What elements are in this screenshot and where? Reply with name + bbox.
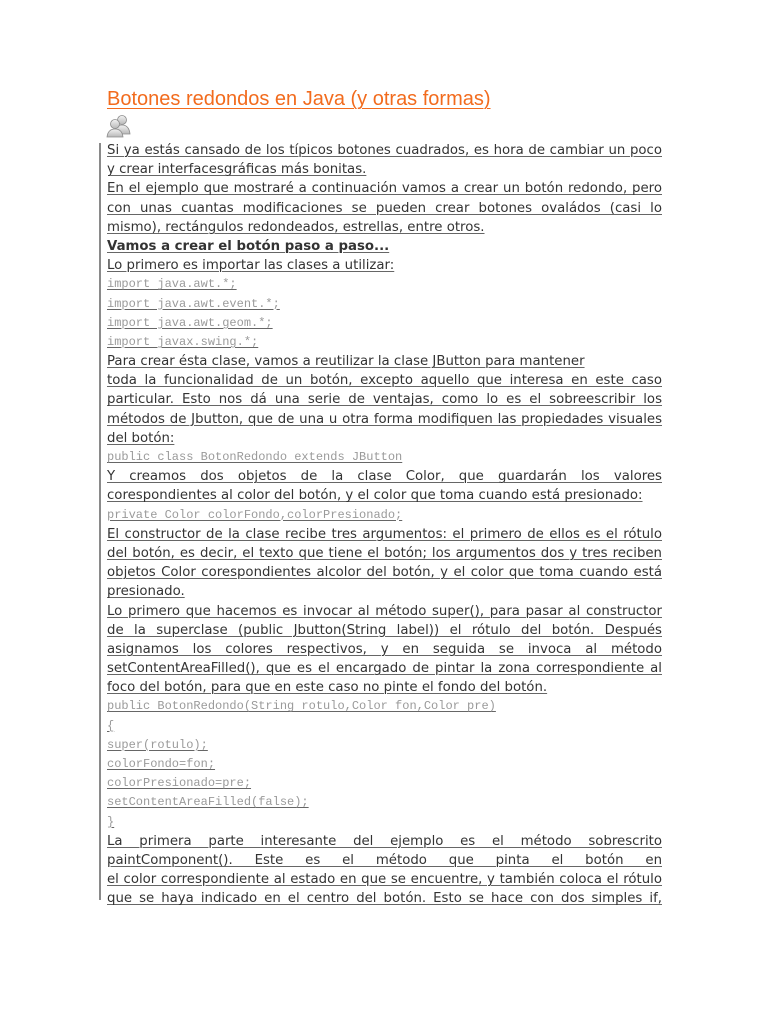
text-line[interactable]: [107, 410, 662, 429]
line-text: foco del botón, para que en este caso no pinte el fondo del botón.: [107, 680, 548, 696]
line-text: que se haya indicado en el centro del botón. Esto se hace con dos simples if,: [107, 891, 662, 907]
line-text: Para crear ésta clase, vamos a reutilizar la clase JButton para mantener: [107, 354, 585, 370]
line-text: presionado.: [107, 584, 185, 600]
code-line[interactable]: [107, 697, 662, 716]
text-line[interactable]: [107, 218, 662, 237]
line-text: objetos Color corespondientes alcolor del botón, y el color que toma cuando está: [107, 565, 662, 581]
text-line[interactable]: [107, 199, 662, 218]
line-text: El constructor de la clase recibe tres argumentos: el primero de ellos es el rótulo: [107, 526, 662, 542]
line-text: public class BotonRedondo extends JButton: [107, 450, 403, 464]
code-line[interactable]: [107, 275, 662, 294]
line-text: {: [107, 718, 115, 733]
line-text: toda la funcionalidad de un botón, excepto aquello que interesa en este caso: [107, 373, 662, 389]
article-title[interactable]: Botones redondos en Java (y otras formas): [107, 88, 491, 110]
line-text: y crear interfacesgráficas más bonitas.: [107, 162, 367, 178]
line-text: métodos de Jbutton, que de una u otra forma modifiquen las propiedades visuales: [107, 411, 662, 427]
line-text: colorFondo=fon;: [107, 757, 216, 771]
text-line[interactable]: [107, 429, 662, 448]
line-text: mismo), rectángulos redondeados, estrellas, entre otros.: [107, 219, 485, 235]
code-line[interactable]: [107, 813, 662, 832]
line-text: corespondientes al color del botón, y el color que toma cuando está presionado:: [107, 488, 643, 504]
line-text: super(rotulo);: [107, 737, 208, 752]
line-text: public BotonRedondo(String rotulo,Color fon,Color pre): [107, 699, 496, 714]
line-text: de la superclase (public Jbutton(String label)) el rótulo del botón. Después: [107, 622, 662, 638]
text-line[interactable]: [107, 889, 662, 908]
code-line[interactable]: [107, 793, 662, 812]
code-line[interactable]: [107, 717, 662, 736]
text-line[interactable]: [107, 678, 662, 697]
quote-bar: [99, 143, 101, 900]
line-text: Lo primero que hacemos es invocar al método super(), para pasar al constructor: [107, 603, 662, 619]
line-text: Y creamos dos objetos de la clase Color, que guardarán los valores: [107, 469, 662, 485]
line-text: del botón, es decir, el texto que tiene el botón; los argumentos dos y tres reciben: [107, 545, 662, 561]
text-line[interactable]: [107, 602, 662, 621]
code-line[interactable]: [107, 448, 662, 467]
line-text: Lo primero es importar las clases a utilizar:: [107, 258, 395, 274]
line-text: import java.awt.geom.*;: [107, 315, 273, 330]
line-text: import javax.swing.*;: [107, 334, 259, 349]
code-line[interactable]: [107, 736, 662, 755]
text-line[interactable]: [107, 467, 662, 486]
text-line[interactable]: [107, 659, 662, 678]
text-line[interactable]: [107, 851, 662, 870]
line-text: import java.awt.event.*;: [107, 296, 280, 311]
text-line[interactable]: [107, 237, 662, 256]
users-icon: [106, 114, 132, 138]
text-line[interactable]: [107, 582, 662, 601]
text-line[interactable]: [107, 486, 662, 505]
line-text: Vamos a crear el botón paso a paso...: [107, 238, 390, 254]
code-line[interactable]: [107, 295, 662, 314]
line-text: setContentAreaFilled(false);: [107, 795, 309, 810]
line-text: colorPresionado=pre;: [107, 776, 252, 791]
text-line[interactable]: [107, 563, 662, 582]
text-line[interactable]: [107, 832, 662, 851]
line-text: private Color colorFondo,colorPresionado;: [107, 507, 403, 522]
code-line[interactable]: [107, 755, 662, 774]
article-body: [107, 141, 662, 909]
line-text: paintComponent(). Este es el método que pinta el botón en: [107, 852, 662, 868]
code-line[interactable]: [107, 314, 662, 333]
text-line[interactable]: [107, 390, 662, 409]
line-text: import java.awt.*;: [107, 277, 237, 292]
code-line[interactable]: [107, 774, 662, 793]
line-text: asignamos los colores respectivos, y en seguida se invoca al método: [107, 641, 662, 657]
line-text: Si ya estás cansado de los típicos botones cuadrados, es hora de cambiar un poco: [107, 143, 662, 158]
line-text: La primera parte interesante del ejemplo es el método sobrescrito: [107, 833, 662, 849]
text-line[interactable]: [107, 544, 662, 563]
text-line[interactable]: [107, 525, 662, 544]
line-text: el color correspondiente al estado en que se encuentre, y también coloca el rótulo: [107, 872, 662, 888]
line-text: setContentAreaFilled(), que es el encargado de pintar la zona correspondiente al: [107, 661, 662, 677]
code-line[interactable]: [107, 333, 662, 352]
line-text: del botón:: [107, 430, 175, 446]
line-text: con unas cuantas modificaciones se pueden crear botones ovaládos (casi lo: [107, 200, 662, 216]
text-line[interactable]: [107, 870, 662, 889]
text-line[interactable]: [107, 141, 662, 160]
line-text: particular. Esto nos dá una serie de ventajas, como lo es el sobreescribir los: [107, 392, 662, 408]
text-line[interactable]: [107, 371, 662, 390]
line-text: En el ejemplo que mostraré a continuación vamos a crear un botón redondo, pero: [107, 181, 662, 197]
text-line[interactable]: [107, 621, 662, 640]
text-line[interactable]: [107, 179, 662, 198]
line-text: }: [107, 814, 115, 829]
code-line[interactable]: [107, 506, 662, 525]
text-line[interactable]: [107, 640, 662, 659]
text-line[interactable]: [107, 160, 662, 179]
text-line[interactable]: [107, 256, 662, 275]
text-line[interactable]: [107, 352, 662, 371]
